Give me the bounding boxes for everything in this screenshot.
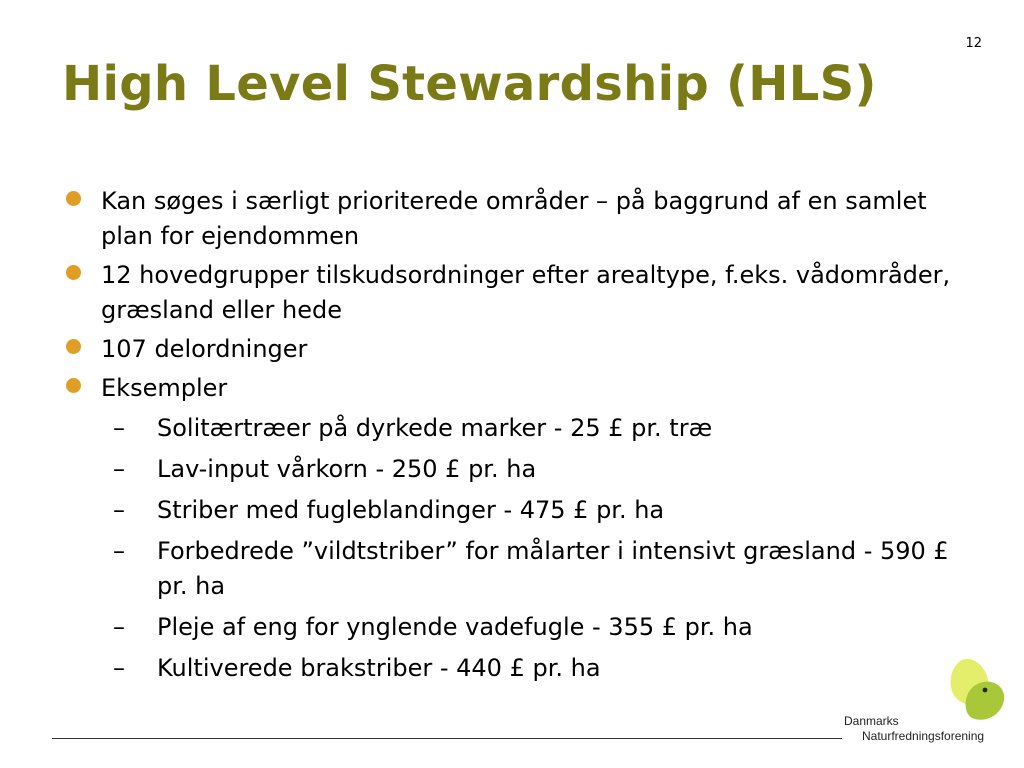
- bullet-item: [66, 371, 966, 686]
- sub-bullet-text: Striber med fugleblandinger - 475 £ pr. ha: [157, 496, 665, 524]
- dash-icon: –: [113, 613, 125, 641]
- dash-icon: –: [113, 455, 125, 483]
- logo-text-line1: Danmarks: [844, 714, 899, 728]
- bullet-item: [66, 184, 966, 254]
- bullet-dot-icon: [66, 378, 81, 393]
- bullet-text: 12 hovedgrupper tilskudsordninger efter arealtype, f.eks. vådområder, græsland eller hede: [101, 261, 951, 324]
- bullet-text: Eksempler: [101, 374, 228, 402]
- bullet-text: 107 delordninger: [101, 335, 308, 363]
- bullet-item: [66, 332, 966, 367]
- sub-bullet-list: [101, 411, 966, 686]
- sub-bullet-item: [113, 493, 966, 528]
- sub-bullet-item: [113, 534, 966, 604]
- bullet-list: [66, 184, 966, 692]
- bullet-text: Kan søges i særligt prioriterede områder – på baggrund af en samlet plan for ejendommen: [101, 187, 927, 250]
- logo-text-line2: Naturfredningsforening: [862, 729, 985, 743]
- footer-divider: [52, 738, 842, 739]
- slide-title: High Level Stewardship (HLS): [62, 56, 877, 112]
- sub-bullet-text: Solitærtræer på dyrkede marker - 25 £ pr. træ: [157, 414, 713, 442]
- sub-bullet-item: [113, 411, 966, 446]
- sub-bullet-item: [113, 452, 966, 487]
- sub-bullet-text: Forbedrede ”vildtstriber” for målarter i intensivt græsland - 590 £ pr. ha: [157, 537, 949, 600]
- bullet-dot-icon: [66, 265, 81, 280]
- sub-bullet-item: [113, 651, 966, 686]
- dash-icon: –: [113, 654, 125, 682]
- organization-logo: [840, 656, 1010, 746]
- bullet-dot-icon: [66, 339, 81, 354]
- sub-bullet-text: Pleje af eng for ynglende vadefugle - 355 £ pr. ha: [157, 613, 753, 641]
- sub-bullet-text: Kultiverede brakstriber - 440 £ pr. ha: [157, 654, 601, 682]
- sub-bullet-text: Lav-input vårkorn - 250 £ pr. ha: [157, 455, 537, 483]
- butterfly-leaf-icon: [944, 656, 1006, 724]
- bullet-dot-icon: [66, 191, 81, 206]
- page-number: 12: [965, 36, 982, 51]
- dash-icon: –: [113, 414, 125, 442]
- bullet-item: [66, 258, 966, 328]
- sub-bullet-item: [113, 610, 966, 645]
- dash-icon: –: [113, 496, 125, 524]
- dash-icon: –: [113, 537, 125, 565]
